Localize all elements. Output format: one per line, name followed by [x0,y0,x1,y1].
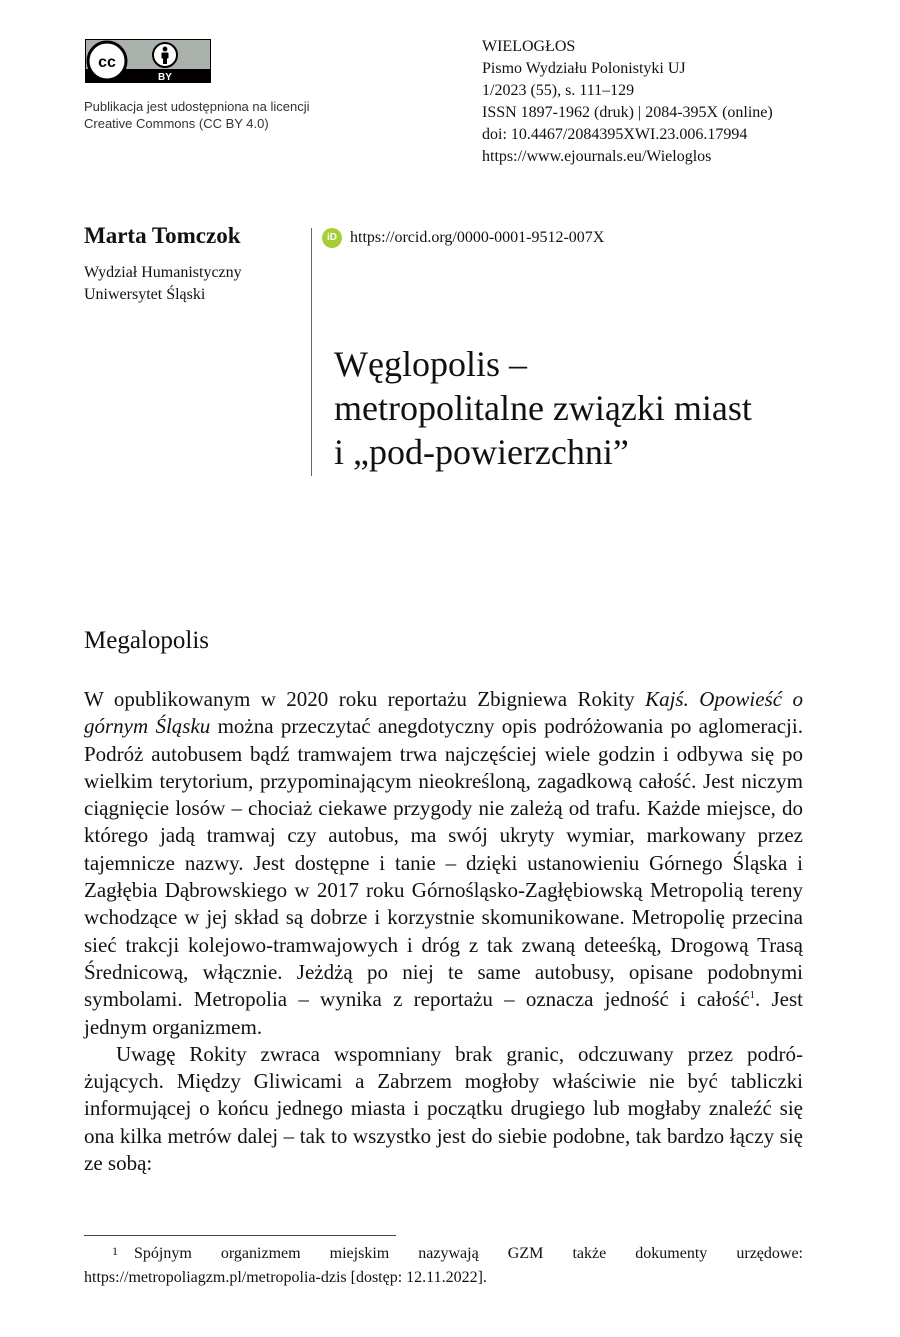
journal-info [482,36,773,168]
orcid-url[interactable]: https://orcid.org/0000-0001-9512-007X [350,229,605,246]
license-note-line: Publikacja jest udostępniona na licencji [84,99,310,114]
journal-issn: ISSN 1897-1962 (druk) | 2084-395X (online) [482,104,773,121]
journal-name: WIELOGŁOS [482,38,576,55]
article-title [334,342,752,474]
title-line: metropolitalne związki miast [334,388,752,428]
license-note [84,98,309,132]
book-title-italic: Kajś. Opowieść o górnym Śląsku [84,687,803,739]
footnote-reference[interactable]: 1 [749,989,756,1002]
paragraph: Uwagę Rokity zwraca wspomniany brak granic, odczuwany przez podróżujących. Między Gliwicami a Zabrzem mogłoby właściwie nie być tabliczki informującej o końcu jednego miasta i początku drugiego lub mogłaby znaleźć się ona kilka metrów dalej – tak to wszystko jest do siebie podobne, tak bardzo łączy się ze sobą: [84,1041,803,1176]
paragraph [84,686,803,1041]
cc-by-badge-graphic [85,39,211,83]
journal-url[interactable]: https://www.ejournals.eu/Wieloglos [482,148,712,165]
orcid-icon: iD [322,228,342,248]
author-block [84,222,242,306]
title-line: Węglopolis – [334,344,527,384]
footnote-number: 1 [112,1244,118,1258]
person-attribution-icon [153,43,177,67]
license-note-line: Creative Commons (CC BY 4.0) [84,116,269,131]
by-label: BY [158,72,172,83]
article-body [84,686,803,1177]
cc-logo-icon [88,42,126,80]
journal-issue: 1/2023 (55), s. 111–129 [482,82,635,99]
svg-text:cc: cc [98,54,116,71]
author-affiliation [84,262,242,306]
footnote-text: Spójnym organizmem miejskim nazywają GZM także dokumenty urzędowe: https://metropoliagzm.pl/metropolia-dzis [dostęp: 12.11.2022]. [84,1245,803,1286]
title-line: i „pod-powierzchni” [334,432,629,472]
journal-doi[interactable]: doi: 10.4467/2084395XWI.23.006.17994 [482,126,748,143]
vertical-divider [311,228,312,476]
paragraph-text: W opublikowanym w 2020 roku reportażu Zbigniewa Rokity [84,687,646,711]
journal-subtitle: Pismo Wydziału Polonistyki UJ [482,60,686,77]
author-name: Marta Tomczok [84,223,241,248]
affiliation-faculty: Wydział Humanistyczny [84,264,242,281]
affiliation-university: Uniwersytet Śląski [84,286,206,303]
footnote-divider [84,1235,396,1236]
cc-by-license-badge [85,39,211,83]
paragraph-text: . Jest jednym organizmem. [84,987,804,1039]
paragraph-text: można przeczytać anegdotyczny opis podróżowania po aglomeracji. Podróż autobusem bądź tramwajem trwa najczęściej wiele godzin i odbywa się po wielkim terytorium, przypominającym nieokreśloną, zagadkową całość. Jest niczym ciągnięcie losów – chociaż ciekawe przygody nie zależą od trafu. Każde miejsce, do którego jadą tramwaj czy autobus, ma swój ukryty wymiar, markowany przez tajemnicze nazwy. Jest dostępne i tanie – dzięki ustanowieniu Górnego Śląska i Zagłębia Dąbrowskiego w 2017 roku Górnośląsko-Zagłębiowską Metropolią tereny wchodzące w jej skład są dobrze i korzystnie skomunikowane. Metropolię przecina sieć trakcji kolejowo-tramwajowych i dróg z tak zwaną deteeśką, Drogową Trasą Średnicową, włącznie. Jeżdżą po niej te same autobusy, opisane podobnymi symbolami. Metropolia – wynika z reportażu – oznacza jedność i całość [84,714,803,1012]
footnote [84,1242,803,1290]
orcid-link[interactable] [322,227,604,249]
section-heading: Megalopolis [84,627,209,654]
